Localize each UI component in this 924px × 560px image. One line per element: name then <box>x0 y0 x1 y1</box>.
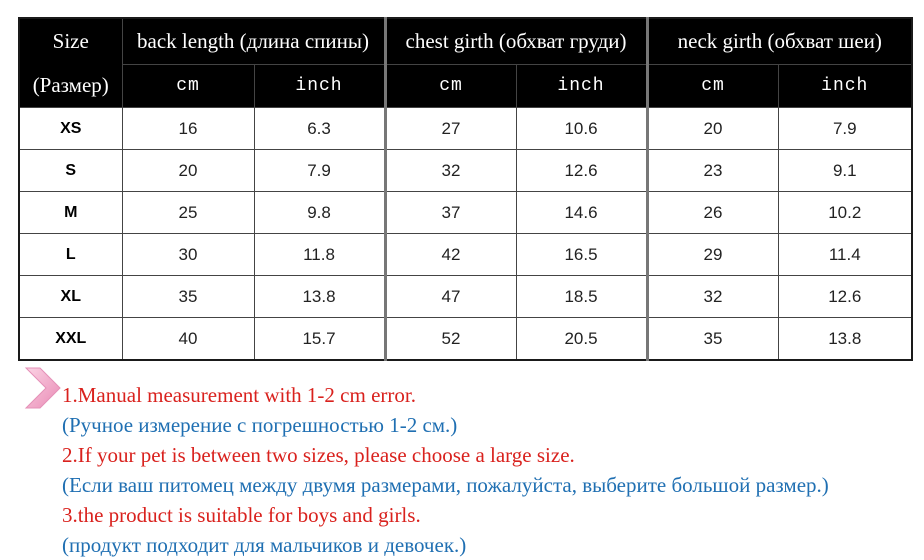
measurement-cell: 27 <box>385 108 516 150</box>
size-label-cell: L <box>19 234 122 276</box>
table-row <box>19 276 912 318</box>
measurement-cell: 20.5 <box>516 318 647 361</box>
note-translation: (Ручное измерение с погрешностью 1-2 см.) <box>62 413 458 437</box>
measurement-cell: 15.7 <box>254 318 385 361</box>
note-translation: (продукт подходит для мальчиков и девочек.) <box>62 533 467 557</box>
measurement-cell: 11.4 <box>778 234 912 276</box>
size-chart-table <box>18 17 913 361</box>
measurement-cell: 35 <box>122 276 254 318</box>
table-row <box>19 192 912 234</box>
note-line: 1.Manual measurement with 1-2 cm error. <box>62 383 416 407</box>
measurement-cell: 16 <box>122 108 254 150</box>
measurement-cell: 32 <box>385 150 516 192</box>
unit-header: cm <box>647 64 778 107</box>
size-label-cell: XL <box>19 276 122 318</box>
measurement-cell: 7.9 <box>778 108 912 150</box>
measurement-cell: 6.3 <box>254 108 385 150</box>
measurement-cell: 9.1 <box>778 150 912 192</box>
measurement-cell: 42 <box>385 234 516 276</box>
measurement-cell: 16.5 <box>516 234 647 276</box>
measurement-cell: 10.2 <box>778 192 912 234</box>
header-row-groups <box>19 18 912 64</box>
measurement-cell: 12.6 <box>778 276 912 318</box>
size-label-cell: XXL <box>19 318 122 361</box>
measurement-cell: 32 <box>647 276 778 318</box>
group-header-back-length: back length (длина спины) <box>122 18 385 64</box>
measurement-cell: 40 <box>122 318 254 361</box>
header-row-units <box>19 64 912 107</box>
unit-header: cm <box>122 64 254 107</box>
table-row <box>19 318 912 361</box>
measurement-cell: 25 <box>122 192 254 234</box>
pink-chevron-icon <box>24 366 62 410</box>
note-translation: (Если ваш питомец между двумя размерами, пожалуйста, выберите большой размер.) <box>62 473 829 497</box>
table-row <box>19 108 912 150</box>
size-column-header <box>19 18 122 108</box>
measurement-cell: 10.6 <box>516 108 647 150</box>
measurement-cell: 9.8 <box>254 192 385 234</box>
table-row <box>19 234 912 276</box>
measurement-cell: 37 <box>385 192 516 234</box>
measurement-cell: 47 <box>385 276 516 318</box>
measurement-cell: 20 <box>647 108 778 150</box>
note-line: 3.the product is suitable for boys and girls. <box>62 503 421 527</box>
notes-block <box>62 380 829 560</box>
group-header-chest-girth: chest girth (обхват груди) <box>385 18 647 64</box>
measurement-cell: 12.6 <box>516 150 647 192</box>
measurement-cell: 13.8 <box>254 276 385 318</box>
measurement-cell: 20 <box>122 150 254 192</box>
unit-header: inch <box>254 64 385 107</box>
size-label-cell: M <box>19 192 122 234</box>
size-label-cell: XS <box>19 108 122 150</box>
size-label-cell: S <box>19 150 122 192</box>
measurement-cell: 52 <box>385 318 516 361</box>
group-header-neck-girth: neck girth (обхват шеи) <box>647 18 912 64</box>
measurement-cell: 29 <box>647 234 778 276</box>
table-row <box>19 150 912 192</box>
measurement-cell: 18.5 <box>516 276 647 318</box>
size-header-line-1: Size <box>52 29 89 53</box>
measurement-cell: 30 <box>122 234 254 276</box>
unit-header: inch <box>516 64 647 107</box>
measurement-cell: 35 <box>647 318 778 361</box>
measurement-cell: 23 <box>647 150 778 192</box>
unit-header: cm <box>385 64 516 107</box>
measurement-cell: 14.6 <box>516 192 647 234</box>
measurement-cell: 13.8 <box>778 318 912 361</box>
measurement-cell: 26 <box>647 192 778 234</box>
measurement-cell: 7.9 <box>254 150 385 192</box>
size-header-line-2: (Размер) <box>32 73 109 97</box>
size-table-body <box>19 108 912 361</box>
note-line: 2.If your pet is between two sizes, please choose a large size. <box>62 443 575 467</box>
unit-header: inch <box>778 64 912 107</box>
measurement-cell: 11.8 <box>254 234 385 276</box>
